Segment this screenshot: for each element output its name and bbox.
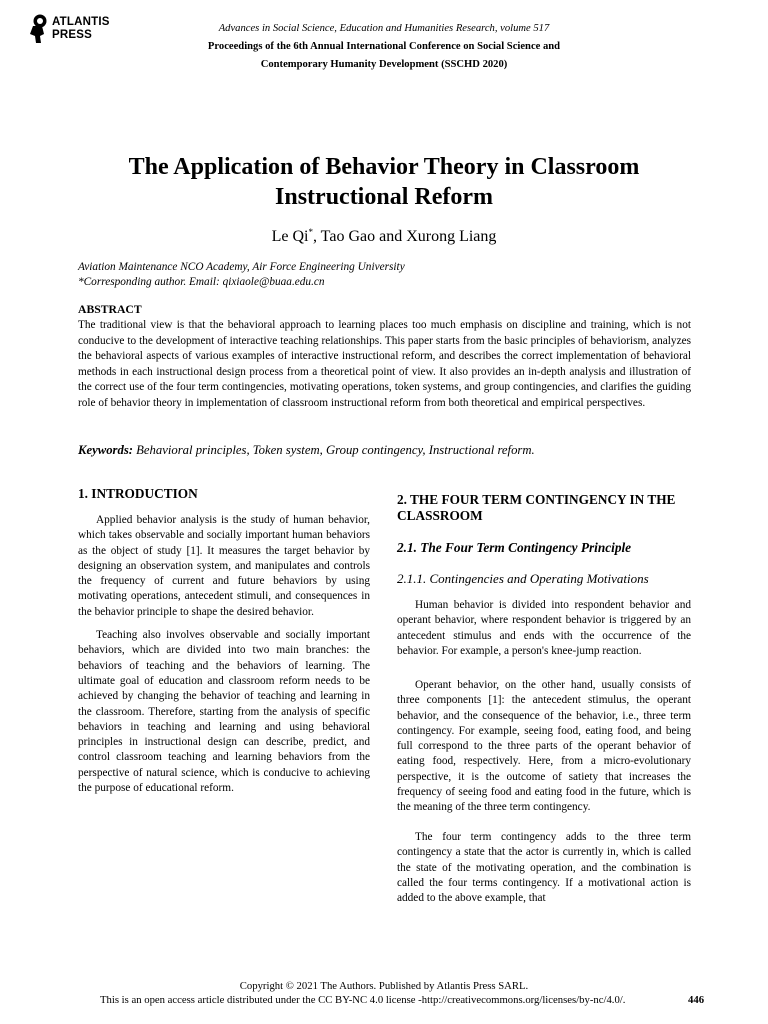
paragraph-text: Human behavior is divided into respondent behavior and operant behavior, where respondent behavior is triggered by an antecedent stimulus and ends with the occurrence of the behavior. For example, a person's knee-jump reaction. (397, 599, 691, 657)
subsection-2-1-heading: 2.1. The Four Term Contingency Principle (397, 540, 632, 555)
author-list (0, 222, 768, 247)
abstract-heading: ABSTRACT (78, 303, 142, 316)
paragraph-text: Operant behavior, on the other hand, usually consists of three components [1]: the antecedent stimulus, the operant behavior, and the consequence of the behavior, i.e., three term contingency. For example, seeing food, eating food, and being full correspond to the three parts of the operant behavior of eating food, respectively. Here, from a micro-evolutionary perspective, it is the outcome of satiety that increases the frequency of seeing food and eating food in the future, which is the meaning of the three term contingency. (397, 679, 691, 814)
proceedings-header-line1: Proceedings of the 6th Annual International Conference on Social Science and (207, 41, 561, 52)
section-2-heading: 2. THE FOUR TERM CONTINGENCY IN THE CLASSROOM (397, 492, 676, 523)
keywords-label: Keywords: (78, 443, 133, 457)
keywords-value: Behavioral principles, Token system, Group contingency, Instructional reform. (136, 443, 535, 457)
subsection-2-1-1-heading: 2.1.1. Contingencies and Operating Motivations (397, 571, 649, 586)
page-number: 446 (688, 994, 705, 1006)
paper-title-line1: The Application of Behavior Theory in Classroom (128, 154, 640, 180)
affiliation: Aviation Maintenance NCO Academy, Air Force Engineering University (78, 261, 405, 273)
section-1-heading: 1. INTRODUCTION (78, 486, 198, 501)
license-line: This is an open access article distributed under the CC BY-NC 4.0 license -http://creativecommons.org/licenses/by-nc/4.0/. (100, 994, 626, 1006)
logo-text-line1: ATLANTIS (52, 16, 110, 28)
paragraph-text: The four term contingency adds to the three term contingency a state that the actor is currently in, which is called the state of the motivating operation, and the combination is called the four terms contingency. If a motivational action is added to the above example, that (397, 831, 691, 905)
paper-title (0, 152, 768, 212)
section2-paragraph-1 (397, 598, 691, 659)
section2-paragraph-2 (397, 678, 691, 816)
author-first: Le Qi (271, 228, 309, 245)
left-column (78, 513, 370, 796)
intro-paragraph-2: Teaching also involves observable and socially important behaviors, which are divided into two main branches: the behaviors of teaching and the behaviors of learning. The ultimate goal of education and classroom reform needs to be achieved by changing the behavior of teaching and learning in the classroom. Therefore, starting from the analysis of specific behaviors in teaching and learning and using behavioral principles in instructional design can describe, predict, and control classroom teaching and learning behaviors from the perspective of natural science, which is conducive to achieving the purpose of educational reform. (78, 629, 370, 795)
section2-paragraph-3 (397, 830, 691, 906)
corresponding-mark: * (308, 227, 313, 237)
abstract-text: The traditional view is that the behavioral approach to learning places too much emphasis on discipline and training, which is not conducive to the development of interactive teaching relationships. This paper starts from the basic principles of behaviorism, analyzes the behavioral aspects of various examples of interactive instructional reform, and describes the correct implementation of behavioral methods in each instructional design process from a theoretical point of view. It also provides an in-depth analysis and illustration of the correct use of the four term contingencies, motivating operations, token systems, and group contingencies, and clarifies the guiding role of behavior theory in implementation of classroom instructional reform from both theoretical and empirical perspectives. (78, 319, 691, 409)
author-rest: , Tao Gao and Xurong Liang (312, 228, 497, 245)
keywords (78, 442, 691, 458)
intro-paragraph-1: Applied behavior analysis is the study of human behavior, which takes observable and socially important human behaviors as the object of study [1]. It measures the target behavior by designing an observation system, and manipulates and controls the frequency of current and future behaviors by using motivating operations, antecedent stimuli, and consequences in the behavior principle to shape the desired behavior. (78, 514, 370, 618)
logo-text-line2: PRESS (52, 29, 92, 41)
copyright-line: Copyright © 2021 The Authors. Published by Atlantis Press SARL. (239, 980, 529, 992)
paper-title-line2: Instructional Reform (275, 184, 493, 210)
proceedings-header-line2: Contemporary Humanity Development (SSCHD 2020) (260, 59, 508, 70)
series-header: Advances in Social Science, Education and Humanities Research, volume 517 (218, 23, 550, 34)
corresponding-author: *Corresponding author. Email: qixiaole@buaa.edu.cn (78, 276, 325, 288)
